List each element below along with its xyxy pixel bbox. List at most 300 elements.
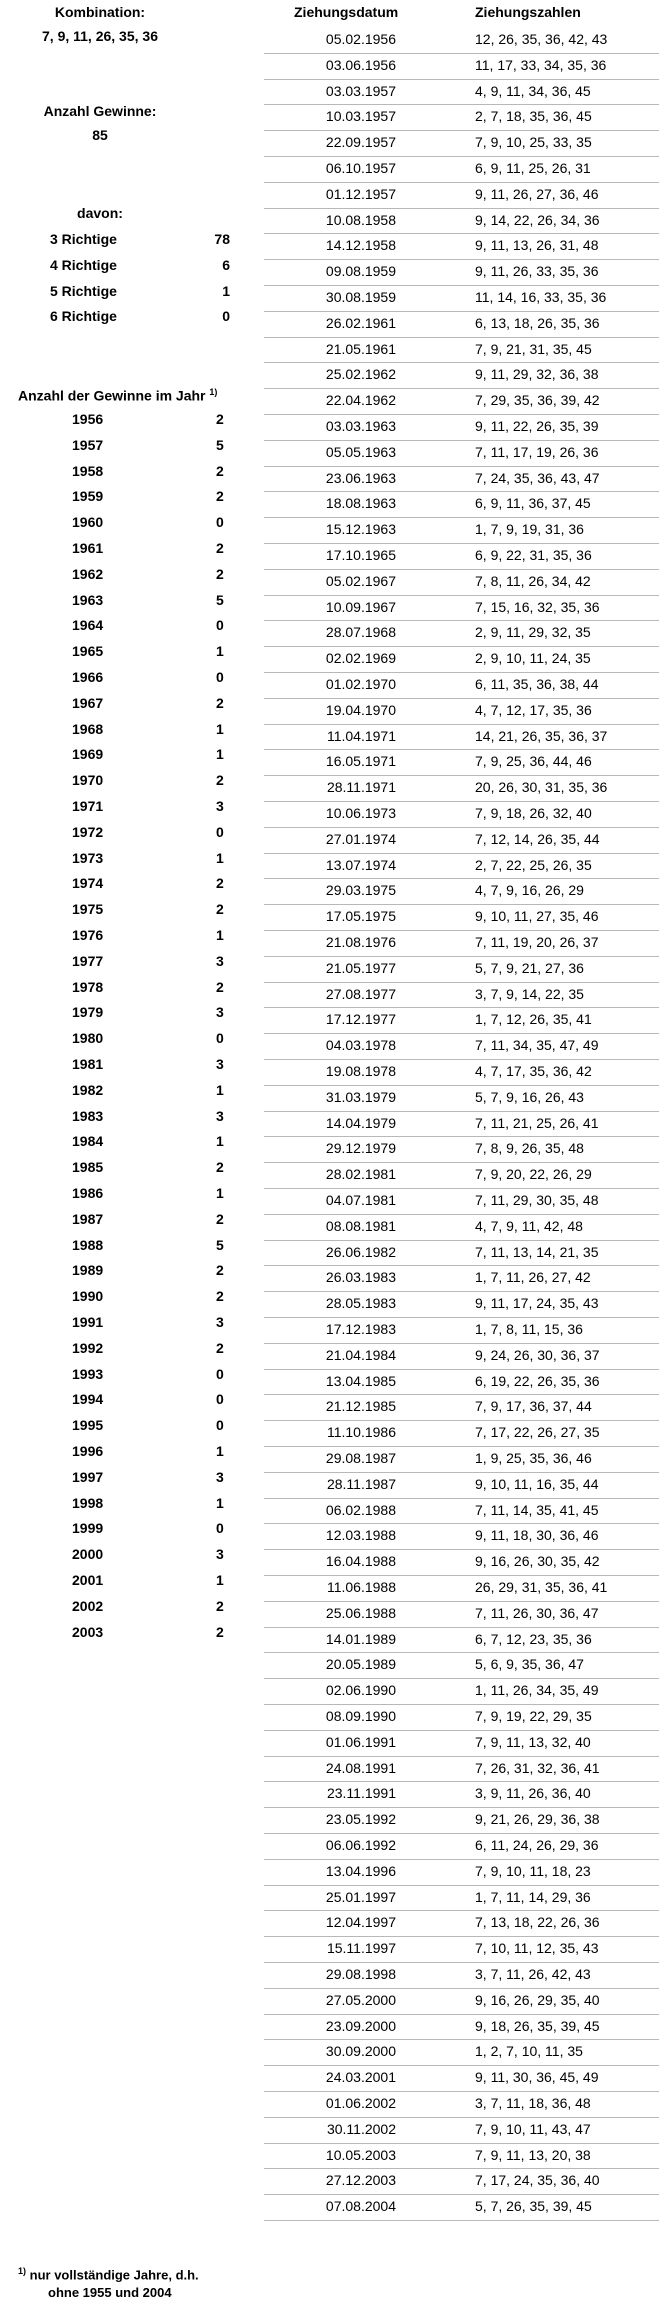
draw-numbers: 9, 11, 26, 27, 36, 46 (475, 185, 599, 202)
year-row (0, 794, 260, 820)
draw-date: 10.03.1957 (325, 108, 396, 125)
draw-numbers: 1, 7, 11, 14, 29, 36 (475, 1888, 591, 1905)
draw-date: 13.04.1985 (325, 1372, 396, 1389)
year-count: 3 (216, 1107, 224, 1124)
table-row (264, 1188, 659, 1215)
year-value: 1963 (72, 591, 104, 608)
kombination-label: Kombination: (54, 4, 146, 20)
draw-numbers: 7, 12, 14, 26, 35, 44 (475, 830, 600, 847)
year-value: 1969 (72, 746, 104, 763)
year-count: 1 (216, 1572, 224, 1588)
table-row (264, 285, 659, 312)
year-row (0, 665, 260, 691)
year-count: 1 (216, 1133, 224, 1150)
davon-row-value: 6 (222, 256, 230, 273)
table-row (264, 775, 659, 802)
table-row (264, 1214, 659, 1241)
draw-numbers: 1, 2, 7, 10, 11, 35 (475, 2043, 583, 2060)
table-row (264, 1601, 659, 1628)
draw-numbers: 11, 17, 33, 34, 35, 36 (475, 56, 607, 73)
draw-numbers: 7, 11, 17, 19, 26, 36 (475, 443, 599, 460)
year-count: 2 (216, 411, 224, 427)
davon-row (0, 227, 260, 253)
table-row (264, 724, 659, 751)
draw-numbers: 1, 7, 9, 19, 31, 36 (475, 521, 584, 538)
year-count: 2 (216, 694, 224, 711)
year-row (0, 588, 260, 614)
draw-date: 06.06.1992 (325, 1837, 396, 1853)
davon-row-label: 6 Richtige (50, 308, 117, 325)
year-row (0, 1181, 260, 1207)
table-row (264, 1394, 659, 1421)
table-row (264, 1446, 659, 1473)
year-count: 1 (216, 720, 224, 737)
draw-date: 23.05.1992 (325, 1811, 396, 1828)
year-row (0, 1413, 260, 1439)
year-value: 1972 (72, 823, 104, 840)
year-count: 2 (216, 565, 224, 582)
draw-date: 25.01.1997 (325, 1888, 396, 1905)
draw-numbers: 7, 9, 18, 26, 32, 40 (475, 805, 592, 821)
year-value: 1964 (72, 617, 104, 634)
draw-date: 30.09.2000 (325, 2043, 396, 2060)
year-value: 1976 (72, 927, 104, 943)
year-row (0, 1439, 260, 1465)
year-count: 2 (216, 1159, 224, 1176)
year-count: 0 (216, 514, 224, 531)
table-row (264, 595, 659, 622)
draw-numbers: 4, 7, 9, 16, 26, 29 (475, 882, 584, 899)
table-row (264, 2039, 659, 2066)
year-value: 1996 (72, 1443, 104, 1459)
table-row (264, 2014, 659, 2041)
draw-date: 29.08.1987 (325, 1450, 396, 1466)
table-row (264, 904, 659, 931)
year-value: 1960 (72, 514, 104, 531)
year-count: 3 (216, 952, 224, 969)
draw-date: 27.12.2003 (325, 2172, 396, 2189)
year-row (0, 1052, 260, 1078)
draw-numbers: 1, 7, 12, 26, 35, 41 (475, 1011, 592, 1028)
year-count: 1 (216, 1185, 224, 1201)
table-row (264, 1369, 659, 1396)
year-value: 2002 (72, 1597, 104, 1614)
year-value: 1962 (72, 565, 104, 582)
year-count: 1 (216, 927, 224, 943)
table-row (264, 337, 659, 364)
draw-numbers: 7, 9, 20, 22, 26, 29 (475, 1166, 592, 1183)
draw-date: 05.05.1963 (325, 443, 396, 460)
draw-date: 17.12.1977 (325, 1011, 396, 1028)
table-row (264, 233, 659, 260)
table-row (264, 1988, 659, 2015)
draw-date: 19.04.1970 (325, 701, 396, 718)
table-row (264, 1420, 659, 1447)
draw-numbers: 12, 26, 35, 36, 42, 43 (475, 31, 608, 47)
draw-numbers: 20, 26, 30, 31, 35, 36 (475, 779, 608, 796)
year-row (0, 1387, 260, 1413)
draw-date: 14.01.1989 (325, 1630, 396, 1647)
table-row (264, 543, 659, 570)
year-count: 2 (216, 978, 224, 995)
year-row (0, 871, 260, 897)
draw-numbers: 7, 9, 11, 13, 20, 38 (475, 2146, 591, 2163)
draw-date: 25.02.1962 (325, 366, 396, 383)
anzahl-gewinne-label: Anzahl Gewinne: (43, 103, 157, 119)
table-row (264, 1472, 659, 1499)
table-row (264, 1962, 659, 1989)
draw-numbers: 6, 9, 11, 36, 37, 45 (475, 495, 591, 512)
year-row (0, 639, 260, 665)
draw-numbers: 7, 9, 10, 25, 33, 35 (475, 134, 592, 151)
year-row (0, 1568, 260, 1594)
year-value: 1967 (72, 694, 104, 711)
draw-date: 06.02.1988 (325, 1501, 396, 1518)
year-value: 1957 (72, 436, 104, 453)
table-row (264, 1343, 659, 1370)
year-row (0, 459, 260, 485)
table-row (264, 1756, 659, 1783)
draw-date: 07.08.2004 (325, 2198, 396, 2215)
draw-numbers: 7, 11, 19, 20, 26, 37 (475, 934, 599, 950)
table-row (264, 646, 659, 673)
year-value: 1975 (72, 901, 104, 918)
draw-numbers: 3, 7, 11, 18, 36, 48 (475, 2095, 591, 2111)
draw-date: 31.03.1979 (325, 1088, 396, 1105)
year-count: 0 (216, 1417, 224, 1434)
draw-numbers: 6, 13, 18, 26, 35, 36 (475, 314, 600, 331)
davon-row (0, 304, 260, 330)
year-count: 1 (216, 643, 224, 660)
draw-numbers: 9, 14, 22, 26, 34, 36 (475, 211, 600, 228)
draw-numbers: 7, 11, 13, 14, 21, 35 (475, 1243, 599, 1260)
table-row (264, 2168, 659, 2195)
year-row (0, 562, 260, 588)
year-row (0, 484, 260, 510)
table-row (264, 1730, 659, 1757)
draw-numbers: 6, 9, 11, 25, 26, 31 (475, 160, 591, 176)
year-row (0, 975, 260, 1001)
draw-numbers: 14, 21, 26, 35, 36, 37 (475, 727, 608, 744)
table-row (264, 2143, 659, 2170)
year-count: 5 (216, 436, 224, 453)
draw-date: 08.09.1990 (325, 1708, 396, 1724)
draw-date: 29.12.1979 (325, 1140, 396, 1157)
draw-numbers: 3, 7, 11, 26, 42, 43 (475, 1966, 591, 1982)
table-row (264, 930, 659, 957)
year-value: 1980 (72, 1030, 104, 1047)
davon-row-value: 0 (222, 308, 230, 325)
year-row (0, 433, 260, 459)
year-row (0, 923, 260, 949)
draw-numbers: 7, 11, 26, 30, 36, 47 (475, 1604, 599, 1621)
draw-date: 22.09.1957 (325, 134, 396, 151)
draw-numbers: 9, 11, 26, 33, 35, 36 (475, 263, 599, 280)
draw-date: 15.12.1963 (325, 521, 396, 538)
year-value: 1981 (72, 1056, 104, 1072)
draw-date: 02.06.1990 (325, 1682, 396, 1699)
table-row (264, 2091, 659, 2118)
draw-date: 04.07.1981 (325, 1192, 396, 1208)
year-row (0, 1207, 260, 1233)
draw-numbers: 3, 7, 9, 14, 22, 35 (475, 985, 584, 1002)
year-count: 3 (216, 1314, 224, 1330)
draw-numbers: 7, 11, 29, 30, 35, 48 (475, 1192, 599, 1208)
year-value: 1988 (72, 1236, 104, 1253)
draw-date: 10.09.1967 (325, 598, 396, 615)
draw-numbers: 2, 9, 10, 11, 24, 35 (475, 650, 591, 667)
draw-date: 17.05.1975 (325, 908, 396, 925)
draw-numbers: 5, 7, 9, 21, 27, 36 (475, 959, 584, 976)
draw-date: 26.03.1983 (325, 1269, 396, 1286)
draw-date: 29.03.1975 (325, 882, 396, 899)
draw-numbers: 5, 7, 26, 35, 39, 45 (475, 2198, 592, 2215)
draw-date: 03.03.1963 (325, 418, 396, 434)
kombination-value: 7, 9, 11, 26, 35, 36 (42, 28, 158, 44)
year-count: 2 (216, 875, 224, 892)
draw-date: 25.06.1988 (325, 1604, 396, 1621)
table-row (264, 982, 659, 1009)
year-value: 1966 (72, 669, 104, 685)
draw-date: 17.10.1965 (325, 547, 396, 563)
table-row (264, 801, 659, 828)
table-row (264, 1085, 659, 1112)
table-row (264, 130, 659, 157)
year-value: 1977 (72, 952, 104, 969)
draw-date: 30.11.2002 (326, 2120, 396, 2137)
draw-numbers: 7, 9, 21, 31, 35, 45 (475, 340, 592, 357)
year-count: 1 (216, 1494, 224, 1511)
draw-date: 27.08.1977 (325, 985, 396, 1002)
table-row (264, 362, 659, 389)
draw-date: 11.04.1971 (326, 727, 396, 744)
draw-date: 01.06.1991 (325, 1733, 396, 1750)
year-count: 1 (216, 1443, 224, 1459)
table-row (264, 1833, 659, 1860)
year-count: 3 (216, 1004, 224, 1021)
draw-date: 26.02.1961 (325, 314, 396, 331)
draw-date: 13.04.1996 (325, 1862, 396, 1879)
draw-numbers: 26, 29, 31, 35, 36, 41 (475, 1579, 608, 1595)
year-count: 0 (216, 1391, 224, 1408)
year-value: 1994 (72, 1391, 104, 1408)
footnote: $^{1)}$ nur vollständige Jahre, d.h. ohne 1955 und 2004 (18, 2266, 199, 2301)
year-row (0, 1284, 260, 1310)
draw-date: 28.11.1971 (326, 779, 396, 796)
draws-table (264, 0, 664, 2313)
table-row (264, 1240, 659, 1267)
year-count: 5 (216, 1236, 224, 1253)
draw-numbers: 9, 11, 22, 26, 35, 39 (475, 418, 599, 434)
year-value: 1982 (72, 1081, 104, 1098)
jahr-label: Anzahl der Gewinne im Jahr $^{1)}$ (18, 387, 218, 404)
table-row (264, 311, 659, 338)
table-row (264, 878, 659, 905)
table-row (264, 1781, 659, 1808)
year-value: 1973 (72, 849, 104, 866)
year-value: 1961 (72, 540, 104, 556)
draw-numbers: 7, 8, 9, 26, 35, 48 (475, 1140, 584, 1157)
draw-numbers: 7, 15, 16, 32, 35, 36 (475, 598, 600, 615)
draw-date: 04.03.1978 (325, 1037, 396, 1054)
table-row (264, 156, 659, 183)
draw-date: 24.03.2001 (325, 2069, 396, 2086)
draw-numbers: 1, 11, 26, 34, 35, 49 (475, 1682, 599, 1699)
year-count: 2 (216, 1210, 224, 1227)
table-row (264, 517, 659, 544)
draw-date: 05.02.1956 (325, 31, 396, 47)
draw-date: 14.12.1958 (325, 237, 396, 254)
table-row (264, 1652, 659, 1679)
draw-date: 19.08.1978 (325, 1063, 396, 1079)
year-value: 1989 (72, 1262, 104, 1279)
year-count: 2 (216, 1262, 224, 1279)
year-row (0, 1258, 260, 1284)
davon-row (0, 253, 260, 279)
draw-numbers: 7, 11, 34, 35, 47, 49 (475, 1037, 599, 1054)
year-row (0, 407, 260, 433)
year-count: 2 (216, 462, 224, 479)
year-count: 2 (216, 1288, 224, 1305)
draw-numbers: 7, 17, 22, 26, 27, 35 (475, 1424, 600, 1441)
draw-date: 01.06.2002 (325, 2095, 396, 2111)
year-row (0, 1078, 260, 1104)
davon-row-value: 78 (214, 231, 230, 247)
year-row (0, 1104, 260, 1130)
draw-numbers: 7, 11, 14, 35, 41, 45 (475, 1501, 599, 1518)
draw-numbers: 9, 18, 26, 35, 39, 45 (475, 2017, 600, 2034)
anzahl-gewinne-value: 85 (92, 127, 108, 143)
table-row (264, 569, 659, 596)
draw-date: 01.12.1957 (325, 185, 396, 202)
draw-numbers: 9, 11, 17, 24, 35, 43 (475, 1295, 599, 1312)
year-count: 0 (216, 669, 224, 685)
year-value: 1990 (72, 1288, 104, 1305)
year-value: 1965 (72, 643, 104, 660)
year-row (0, 1233, 260, 1259)
table-row (264, 79, 659, 106)
year-count: 1 (216, 1081, 224, 1098)
table-row (264, 466, 659, 493)
table-row (264, 2117, 659, 2144)
year-count: 0 (216, 1520, 224, 1537)
draw-numbers: 7, 24, 35, 36, 43, 47 (475, 469, 600, 486)
davon-row-label: 3 Richtige (50, 231, 117, 247)
draw-date: 03.03.1957 (325, 82, 396, 99)
draw-date: 06.10.1957 (325, 160, 396, 176)
draw-numbers: 9, 16, 26, 29, 35, 40 (475, 1991, 600, 2008)
draw-numbers: 7, 9, 17, 36, 37, 44 (475, 1398, 592, 1415)
year-row (0, 768, 260, 794)
draw-numbers: 7, 29, 35, 36, 39, 42 (475, 392, 600, 409)
table-row (264, 1291, 659, 1318)
draw-numbers: 2, 7, 22, 25, 26, 35 (475, 856, 592, 873)
draw-date: 16.05.1971 (325, 753, 396, 770)
draw-numbers: 2, 9, 11, 29, 32, 35 (475, 624, 591, 641)
draw-numbers: 9, 21, 26, 29, 36, 38 (475, 1811, 600, 1828)
draw-date: 17.12.1983 (325, 1321, 396, 1337)
davon-row (0, 279, 260, 305)
year-row (0, 1362, 260, 1388)
year-value: 2001 (72, 1572, 104, 1588)
table-row (264, 1627, 659, 1654)
year-value: 1992 (72, 1339, 104, 1356)
year-row (0, 691, 260, 717)
draw-numbers: 1, 7, 11, 26, 27, 42 (475, 1269, 591, 1286)
draw-numbers: 6, 11, 24, 26, 29, 36 (475, 1837, 599, 1853)
draw-date: 11.10.1986 (326, 1424, 396, 1441)
year-value: 1971 (72, 798, 104, 814)
draw-date: 30.08.1959 (325, 289, 396, 305)
table-row (264, 1885, 659, 1912)
year-value: 1984 (72, 1133, 104, 1150)
table-row (264, 749, 659, 776)
draw-numbers: 3, 9, 11, 26, 36, 40 (475, 1785, 591, 1802)
draw-date: 28.07.1968 (325, 624, 396, 641)
year-value: 2003 (72, 1623, 104, 1640)
table-row (264, 827, 659, 854)
draw-numbers: 4, 9, 11, 34, 36, 45 (475, 82, 591, 99)
year-value: 1979 (72, 1004, 104, 1021)
year-value: 1968 (72, 720, 104, 737)
draw-numbers: 7, 9, 19, 22, 29, 35 (475, 1708, 592, 1724)
year-count: 0 (216, 1030, 224, 1047)
table-row (264, 1549, 659, 1576)
year-row (0, 742, 260, 768)
draw-date: 26.06.1982 (325, 1243, 396, 1260)
year-row (0, 1129, 260, 1155)
table-row (264, 1704, 659, 1731)
year-value: 1983 (72, 1107, 104, 1124)
year-value: 1995 (72, 1417, 104, 1434)
draw-date: 12.03.1988 (325, 1527, 396, 1544)
draw-date: 01.02.1970 (325, 676, 396, 692)
draw-numbers: 6, 11, 35, 36, 38, 44 (475, 676, 599, 692)
draw-date: 18.08.1963 (325, 495, 396, 512)
year-count: 3 (216, 1468, 224, 1485)
draw-numbers: 5, 6, 9, 35, 36, 47 (475, 1656, 584, 1673)
year-count: 2 (216, 1597, 224, 1614)
table-row (264, 1936, 659, 1963)
draw-date: 23.11.1991 (326, 1785, 396, 1802)
draw-numbers: 7, 9, 25, 36, 44, 46 (475, 753, 592, 770)
draw-numbers: 7, 10, 11, 12, 35, 43 (475, 1940, 599, 1957)
draw-date: 24.08.1991 (325, 1759, 396, 1776)
year-value: 2000 (72, 1546, 104, 1563)
year-row (0, 1310, 260, 1336)
table-row (264, 1317, 659, 1344)
draw-numbers: 9, 11, 18, 30, 36, 46 (475, 1527, 599, 1544)
draw-numbers: 4, 7, 9, 11, 42, 48 (475, 1217, 583, 1234)
table-row (264, 1007, 659, 1034)
year-count: 5 (216, 591, 224, 608)
draw-numbers: 7, 26, 31, 32, 36, 41 (475, 1759, 600, 1776)
draw-date: 13.07.1974 (325, 856, 396, 873)
year-value: 1956 (72, 411, 104, 427)
draw-date: 27.05.2000 (325, 1991, 396, 2008)
year-value: 1999 (72, 1520, 104, 1537)
table-row (264, 491, 659, 518)
year-count: 2 (216, 1339, 224, 1356)
draw-numbers: 7, 9, 10, 11, 18, 23 (475, 1862, 591, 1879)
davon-row-value: 1 (222, 282, 230, 299)
year-row (0, 820, 260, 846)
draw-numbers: 7, 9, 11, 13, 32, 40 (475, 1733, 591, 1750)
table-row (264, 1111, 659, 1138)
year-count: 0 (216, 1365, 224, 1382)
draw-date: 08.08.1981 (325, 1217, 396, 1234)
draw-date: 14.04.1979 (325, 1114, 396, 1131)
